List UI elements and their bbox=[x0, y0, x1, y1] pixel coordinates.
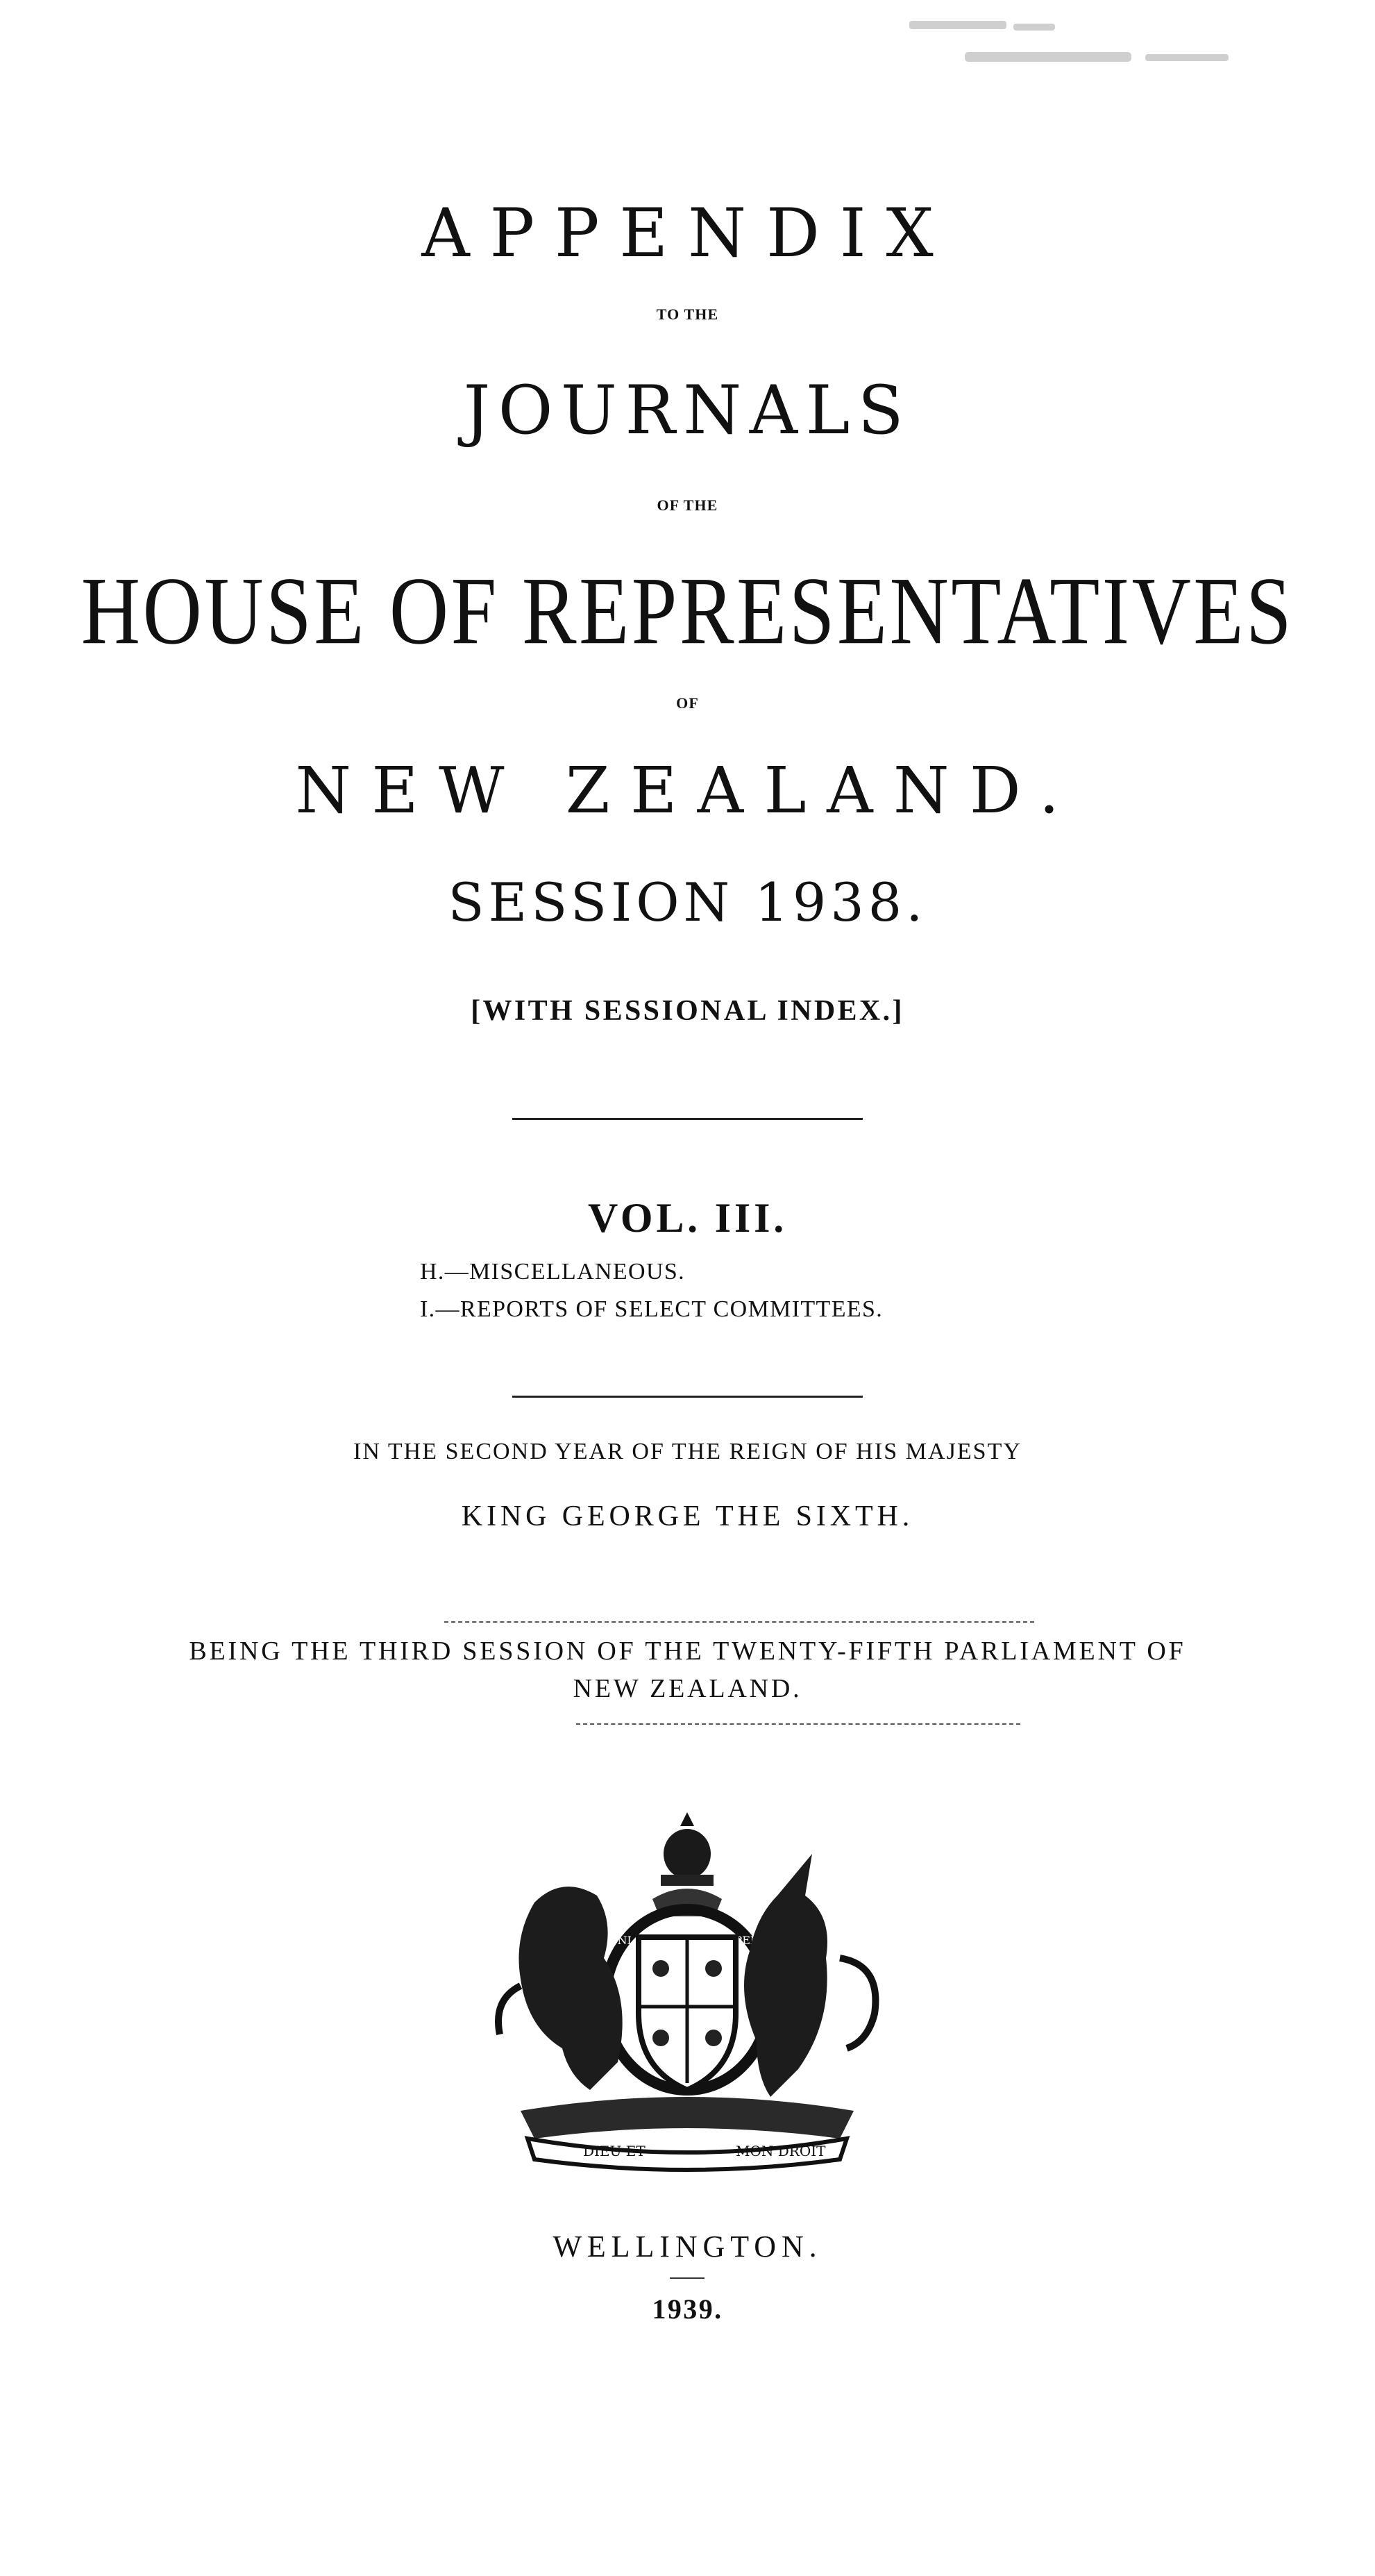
motto-left: DIEU ET bbox=[583, 2143, 646, 2159]
divider-rule bbox=[444, 1621, 1034, 1623]
library-stamp-mark bbox=[902, 14, 1263, 76]
volume-contents bbox=[420, 1253, 883, 1328]
volume-number: VOL. III. bbox=[587, 1195, 788, 1241]
title-house-of-representatives: HOUSE OF REPRESENTATIVES bbox=[81, 557, 1294, 664]
contents-item: H.—MISCELLANEOUS. bbox=[420, 1259, 686, 1285]
divider-rule bbox=[512, 1118, 863, 1120]
title-journals: JOURNALS bbox=[463, 371, 912, 449]
publication-place: WELLINGTON. bbox=[552, 2230, 823, 2264]
divider-rule bbox=[512, 1396, 863, 1398]
of-label: OF bbox=[676, 694, 699, 712]
publication-year: 1939. bbox=[652, 2293, 723, 2325]
of-the-label: OF THE bbox=[657, 496, 718, 514]
king-line: KING GEORGE THE SIXTH. bbox=[461, 1500, 914, 1532]
title-appendix: APPENDIX bbox=[421, 194, 954, 272]
parliament-line-continued: NEW ZEALAND. bbox=[573, 1674, 802, 1703]
divider-rule bbox=[670, 2277, 705, 2279]
parliament-line: BEING THE THIRD SESSION OF THE TWENTY-FIFTH PARLIAMENT OF bbox=[189, 1637, 1186, 1666]
to-the-label: TO THE bbox=[656, 306, 719, 323]
reign-line: IN THE SECOND YEAR OF THE REIGN OF HIS MAJESTY bbox=[353, 1439, 1022, 1464]
sessional-index-note: [WITH SESSIONAL INDEX.] bbox=[471, 995, 904, 1027]
garter-motto: HONI bbox=[598, 1934, 632, 1947]
title-new-zealand: NEW ZEALAND. bbox=[295, 753, 1080, 828]
motto-right: MON DROIT bbox=[736, 2143, 826, 2159]
session-heading: SESSION 1938. bbox=[448, 871, 927, 933]
contents-item: I.—REPORTS OF SELECT COMMITTEES. bbox=[420, 1296, 884, 1322]
divider-rule bbox=[576, 1723, 1020, 1725]
royal-coat-of-arms-icon bbox=[479, 1805, 895, 2180]
